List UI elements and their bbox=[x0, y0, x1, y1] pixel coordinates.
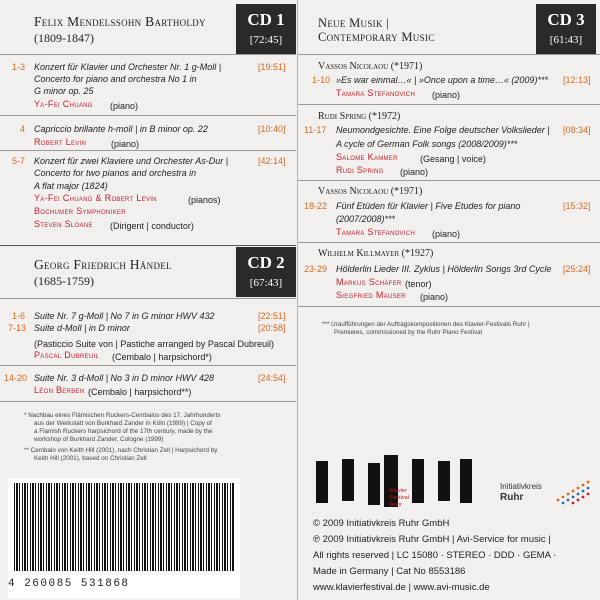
track-title: Konzert für zwei Klaviere und Orchester As-Dur | bbox=[34, 156, 229, 166]
initiativkreis-ruhr-text: Ruhr bbox=[500, 492, 524, 503]
dots-pattern-icon bbox=[554, 476, 594, 506]
artist-role: (piano) bbox=[110, 101, 139, 111]
barcode bbox=[14, 483, 234, 571]
footnote: ** Cembalo von Keith Hill (2001), nach Christian Zell | Harpsichord by bbox=[24, 447, 218, 454]
artist-name: Rudi Spring bbox=[336, 165, 384, 175]
logo-text-festival: Festival bbox=[390, 495, 409, 501]
footnote: Keith Hill (2001), based on Christian Zell bbox=[34, 455, 147, 462]
footnote: *** Uraufführungen der Auftragskompositionen des Klavier-Festivals Ruhr | bbox=[322, 321, 530, 328]
composer-mendelssohn: Felix Mendelssohn Bartholdy bbox=[34, 14, 206, 29]
footnote: a Flamish Ruckers harpsichord of the 17th century, made by the bbox=[34, 428, 213, 435]
track-title: Concerto for two pianos and orchestra in bbox=[34, 168, 197, 178]
track-time: [15:32] bbox=[563, 201, 591, 211]
track-number: 5-7 bbox=[12, 156, 26, 166]
divider bbox=[0, 150, 296, 151]
artist-role: (Dirigent | conductor) bbox=[110, 221, 194, 231]
track-title: Fünf Etüden für Klavier | Five Etudes for piano bbox=[336, 201, 521, 211]
composer-name: Rudi Spring (*1972) bbox=[318, 111, 401, 122]
cd3-box bbox=[536, 4, 596, 54]
track-number: 23-29 bbox=[304, 264, 328, 274]
cd2-time: [67:43] bbox=[249, 277, 283, 289]
divider bbox=[298, 242, 600, 243]
composer-handel-dates: (1685-1759) bbox=[34, 274, 94, 288]
track-title: Hölderlin Lieder III. Zyklus | Hölderlin Songs 3rd Cycle bbox=[336, 264, 552, 274]
artist-name: Tamara Stefanovich bbox=[336, 88, 416, 98]
cd2-label: CD 2 bbox=[247, 253, 285, 272]
artist-role: (piano) bbox=[111, 139, 140, 149]
track-time: [08:34] bbox=[563, 125, 591, 135]
cd2-box bbox=[236, 247, 296, 297]
copyright-line: ℗ 2009 Initiativkreis Ruhr GmbH | Avi-Service for music | bbox=[313, 534, 551, 545]
artist-name: Siegfried Mauser bbox=[336, 290, 406, 300]
barcode-number: 4 260085 531868 bbox=[8, 578, 130, 590]
artist-name: Steven Sloane bbox=[34, 219, 93, 229]
track-title: A flat major (1824) bbox=[34, 181, 108, 191]
cd1-time: [72:45] bbox=[249, 34, 283, 46]
artist-role: (piano) bbox=[400, 167, 429, 177]
track-title: Capriccio brillante h-moll | in B minor op. 22 bbox=[34, 124, 208, 134]
track-title: Neumondgesichte. Eine Folge deutscher Volkslieder | bbox=[336, 125, 550, 135]
artist-role: (piano) bbox=[420, 292, 449, 302]
composer-handel: Georg Friedrich Händel bbox=[34, 257, 172, 272]
artist-name: Ya-Fei Chuang bbox=[34, 99, 93, 109]
composer-name: Wilhelm Killmayer (*1927) bbox=[318, 248, 434, 259]
cd1-box bbox=[236, 4, 296, 54]
track-number: 1-6 bbox=[12, 311, 26, 321]
divider bbox=[298, 54, 600, 55]
track-number: 18-22 bbox=[304, 201, 328, 211]
track-number: 1-10 bbox=[312, 75, 331, 85]
track-title: Suite d-Moll | in D minor bbox=[34, 323, 130, 333]
track-title: A cycle of German Folk songs (2008/2009)*** bbox=[336, 139, 518, 149]
artist-role: (Cembalo | harpsichord*) bbox=[112, 352, 212, 362]
cd3-time: [61:43] bbox=[549, 34, 583, 46]
klavier-festival-logo bbox=[312, 455, 480, 517]
composer-name: Vassos Nicolaou (*1971) bbox=[318, 61, 423, 72]
track-title: »Es war einmal…« | »Once upon a time…« (2009)*** bbox=[336, 75, 548, 85]
composer-mendelssohn-dates: (1809-1847) bbox=[34, 31, 94, 45]
divider bbox=[0, 115, 296, 116]
track-note: (Pasticcio Suite von | Pastiche arranged by Pascal Dubreuil) bbox=[34, 339, 274, 349]
footnote: Premieres, commissioned by the Ruhr Piano Festival bbox=[334, 329, 483, 336]
copyright-line: All rights reserved | LC 15080 · STEREO · DDD · GEMA · bbox=[313, 550, 557, 561]
initiativkreis-text: Initiativkreis bbox=[500, 482, 542, 491]
artist-role: (piano) bbox=[432, 229, 461, 239]
artist-name: Ya-Fei Chuang & Robert Levin bbox=[34, 193, 157, 203]
track-time: [19:51] bbox=[258, 62, 286, 72]
cd3-label: CD 3 bbox=[547, 10, 585, 29]
divider bbox=[0, 298, 296, 299]
track-time: [25:24] bbox=[563, 264, 591, 274]
artist-name: Tamara Stefanovich bbox=[336, 227, 416, 237]
composer-name: Vassos Nicolaou (*1971) bbox=[318, 186, 423, 197]
track-time: [10:40] bbox=[258, 124, 286, 134]
copyright-line: © 2009 Initiativkreis Ruhr GmbH bbox=[313, 518, 450, 529]
artist-name: Bochumer Symphoniker bbox=[34, 206, 126, 216]
column-divider bbox=[297, 0, 298, 600]
logo-text-klavier: Klavier bbox=[390, 488, 407, 494]
artist-role: (tenor) bbox=[405, 279, 432, 289]
divider bbox=[298, 180, 600, 181]
track-number: 4 bbox=[20, 124, 26, 134]
artist-name: Markus Schäfer bbox=[336, 277, 402, 287]
divider bbox=[0, 365, 296, 366]
header-neue-musik: Neue Musik | bbox=[318, 16, 389, 30]
track-title: (2007/2008)*** bbox=[336, 214, 396, 224]
artist-role: (piano) bbox=[432, 90, 461, 100]
logo-text-ruhr: Ruhr bbox=[390, 502, 402, 508]
track-time: [20:58] bbox=[258, 323, 286, 333]
divider bbox=[0, 401, 296, 402]
artist-role: (Gesang | voice) bbox=[420, 154, 486, 164]
artist-name: Salome Kammer bbox=[336, 152, 398, 162]
track-number: 11-17 bbox=[304, 125, 327, 135]
divider bbox=[0, 54, 296, 55]
divider bbox=[0, 245, 296, 246]
footnote: workshop of Burkhard Zander, Cologne (1999) bbox=[34, 436, 164, 443]
track-title: Suite Nr. 7 g-Moll | No 7 in G minor HWV 432 bbox=[34, 311, 215, 321]
artist-name: Léon Berben bbox=[34, 385, 85, 395]
track-time: [12:13] bbox=[563, 75, 591, 85]
artist-name: Pascal Dubreuil bbox=[34, 350, 100, 360]
divider bbox=[298, 104, 600, 105]
artist-name: Robert Levin bbox=[34, 137, 87, 147]
track-number: 14-20 bbox=[4, 373, 28, 383]
track-time: [24:54] bbox=[258, 373, 286, 383]
track-title: Concerto for piano and orchestra No 1 in bbox=[34, 74, 197, 84]
header-contemporary: Contemporary Music bbox=[318, 30, 435, 44]
track-time: [42:14] bbox=[258, 156, 286, 166]
track-title: Konzert für Klavier und Orchester Nr. 1 g-Moll | bbox=[34, 62, 222, 72]
cd1-label: CD 1 bbox=[247, 10, 285, 29]
track-title: Suite Nr. 3 d-Moll | No 3 in D minor HWV 428 bbox=[34, 373, 215, 383]
track-title: G minor op. 25 bbox=[34, 86, 94, 96]
track-number: 1-3 bbox=[12, 62, 26, 72]
initiativkreis-logo bbox=[496, 470, 596, 510]
track-time: [22:51] bbox=[258, 311, 286, 321]
copyright-line: www.klavierfestival.de | www.avi-music.de bbox=[313, 582, 490, 593]
track-number: 7-13 bbox=[8, 323, 27, 333]
artist-role: (Cembalo | harpsichord**) bbox=[88, 387, 192, 397]
copyright-line: Made in Germany | Cat No 8553186 bbox=[313, 566, 466, 577]
artist-role: (pianos) bbox=[188, 195, 221, 205]
footnote: aus der Werkstatt von Burkhard Zander in Köln (1999) | Copy of bbox=[34, 420, 212, 427]
footnote: * Nachbau eines Flämischen Ruckers-Cembalos des 17. Jahrhunderts bbox=[24, 412, 221, 419]
divider bbox=[298, 306, 600, 307]
